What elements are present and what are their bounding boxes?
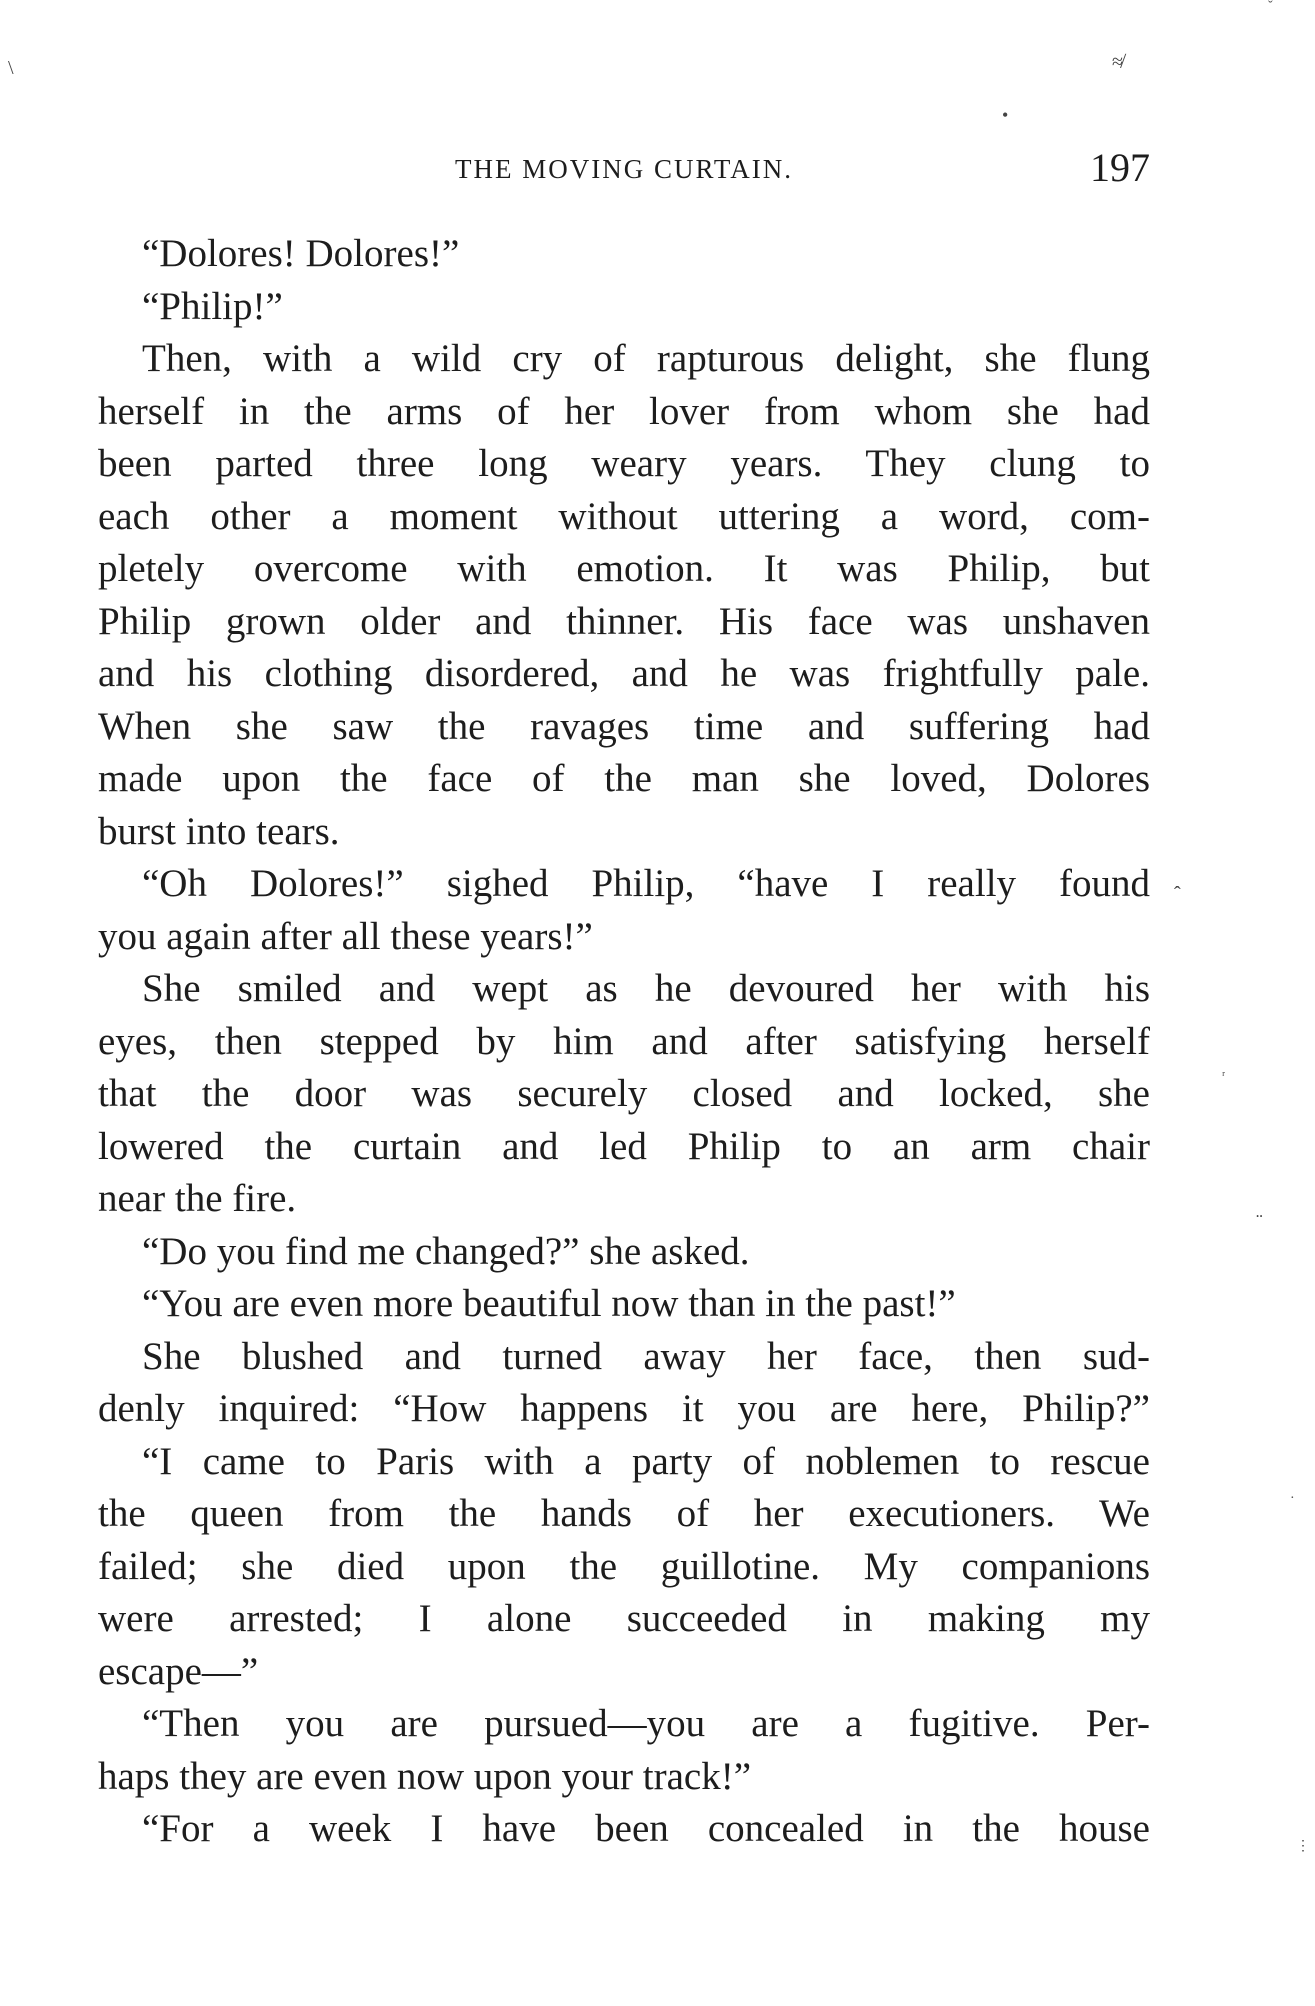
text-line: “Do you find me changed?” she asked. xyxy=(142,1229,750,1273)
text-line: She blushed and turned away her face, then sud- xyxy=(142,1334,1150,1378)
text-line: When she saw the ravages time and suffering had xyxy=(98,704,1150,748)
scan-speck: ¨ xyxy=(1256,1211,1263,1233)
text-line: were arrested; I alone succeeded in making my xyxy=(98,1597,1150,1640)
page-number: 197 xyxy=(1090,145,1150,190)
running-head xyxy=(98,145,1150,190)
text-line: pletely overcome with emotion. It was Philip, but xyxy=(98,547,1150,590)
text-line: Philip grown older and thinner. His face was unshaven xyxy=(98,599,1150,643)
text-line: denly inquired: “How happens it you are here, Philip?” xyxy=(98,1387,1150,1430)
text-line: herself in the arms of her lover from whom she had xyxy=(98,389,1150,433)
body-text xyxy=(98,228,1150,1856)
text-line: near the fire. xyxy=(98,1177,297,1220)
scan-speck: ⋮ xyxy=(1296,1839,1310,1854)
running-title: THE MOVING CURTAIN. xyxy=(455,154,793,184)
text-line: eyes, then stepped by him and after satisfying herself xyxy=(98,1019,1150,1063)
text-line: “You are even more beautiful now than in the past!” xyxy=(142,1282,956,1325)
text-line: “Dolores! Dolores!” xyxy=(142,232,460,275)
text-line: and his clothing disordered, and he was frightfully pale. xyxy=(98,652,1150,695)
text-line: made upon the face of the man she loved, Dolores xyxy=(98,757,1150,800)
text-line: “Oh Dolores!” sighed Philip, “have I really found xyxy=(142,862,1150,905)
scan-speck: ˇ xyxy=(1268,0,1273,14)
text-line: “I came to Paris with a party of noblemen to rescue xyxy=(142,1439,1150,1483)
text-line: you again after all these years!” xyxy=(98,914,593,958)
scan-speck: · xyxy=(1290,1491,1295,1506)
scan-speck: ˆ xyxy=(1174,883,1181,905)
text-line: failed; she died upon the guillotine. My companions xyxy=(98,1544,1150,1588)
scan-speck: ʳ xyxy=(1222,1069,1226,1084)
text-line: Then, with a wild cry of rapturous delight, she flung xyxy=(142,337,1150,380)
text-line: “Then you are pursued—you are a fugitive. Per- xyxy=(142,1702,1150,1745)
text-line: each other a moment without uttering a word, com- xyxy=(98,494,1150,538)
text-line: “For a week I have been concealed in the house xyxy=(142,1807,1150,1850)
text-line: burst into tears. xyxy=(98,809,340,853)
scan-speck: • xyxy=(1002,105,1009,125)
text-line: the queen from the hands of her executioners. We xyxy=(98,1492,1150,1535)
text-line: haps they are even now upon your track!” xyxy=(98,1754,752,1798)
text-line: lowered the curtain and led Philip to an arm chair xyxy=(98,1124,1150,1168)
scan-speck: \ xyxy=(8,57,14,79)
scan-speck: ≉ xyxy=(1112,51,1123,73)
text-line: “Philip!” xyxy=(142,284,283,328)
text-line: been parted three long weary years. They clung to xyxy=(98,442,1150,485)
text-line: that the door was securely closed and locked, she xyxy=(98,1072,1150,1115)
text-line: escape—” xyxy=(98,1649,259,1693)
text-line: She smiled and wept as he devoured her with his xyxy=(142,967,1150,1010)
